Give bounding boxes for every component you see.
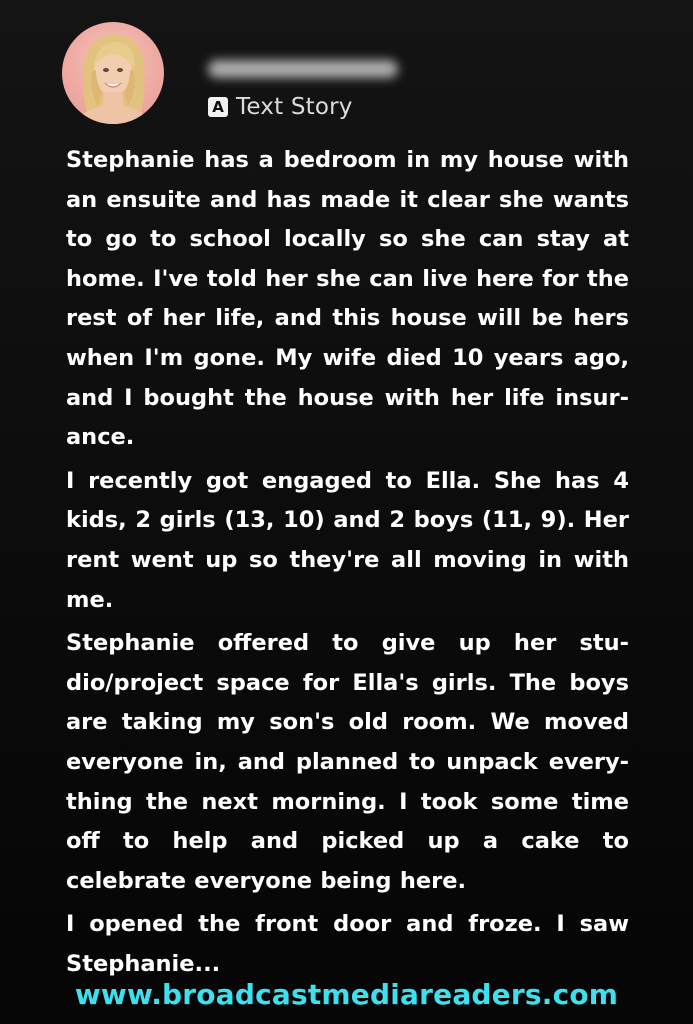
story-paragraph-1: Stephanie has a bedroom in my house with an ensuite and has made it clear she wants to go to school locally so she can stay at home. I've told her she can live here for the rest of her life, and this house will be hers when I'm gone. My wife died 10 years ago, and I bought the house with her life insurance. [66, 147, 629, 451]
story-header [62, 22, 622, 126]
author-name-redacted[interactable] [208, 60, 398, 78]
website-url[interactable]: www.broadcastmediareaders.com [74, 978, 619, 1011]
story-paragraph-3: Stephanie offered to give up her studio/project space for Ella's girls. The boys are taking my son's old room. We moved everyone in, and planned to unpack everything the next morning. I took some time off to help and picked up a cake to celebrate everyone being here. [66, 630, 629, 894]
story-type-indicator [208, 92, 353, 122]
story-body [66, 141, 629, 988]
avatar-photo [62, 22, 164, 124]
story-paragraph-4: I opened the front door and froze. I saw Stephanie... [66, 911, 629, 977]
text-story-icon: A [208, 97, 228, 117]
story-paragraph-2: I recently got engaged to Ella. She has 4 kids, 2 girls (13, 10) and 2 boys (11, 9). Her rent went up so they're all moving in with me. [66, 467, 629, 613]
story-type-label: Text Story [236, 94, 353, 120]
author-avatar[interactable] [62, 22, 164, 124]
